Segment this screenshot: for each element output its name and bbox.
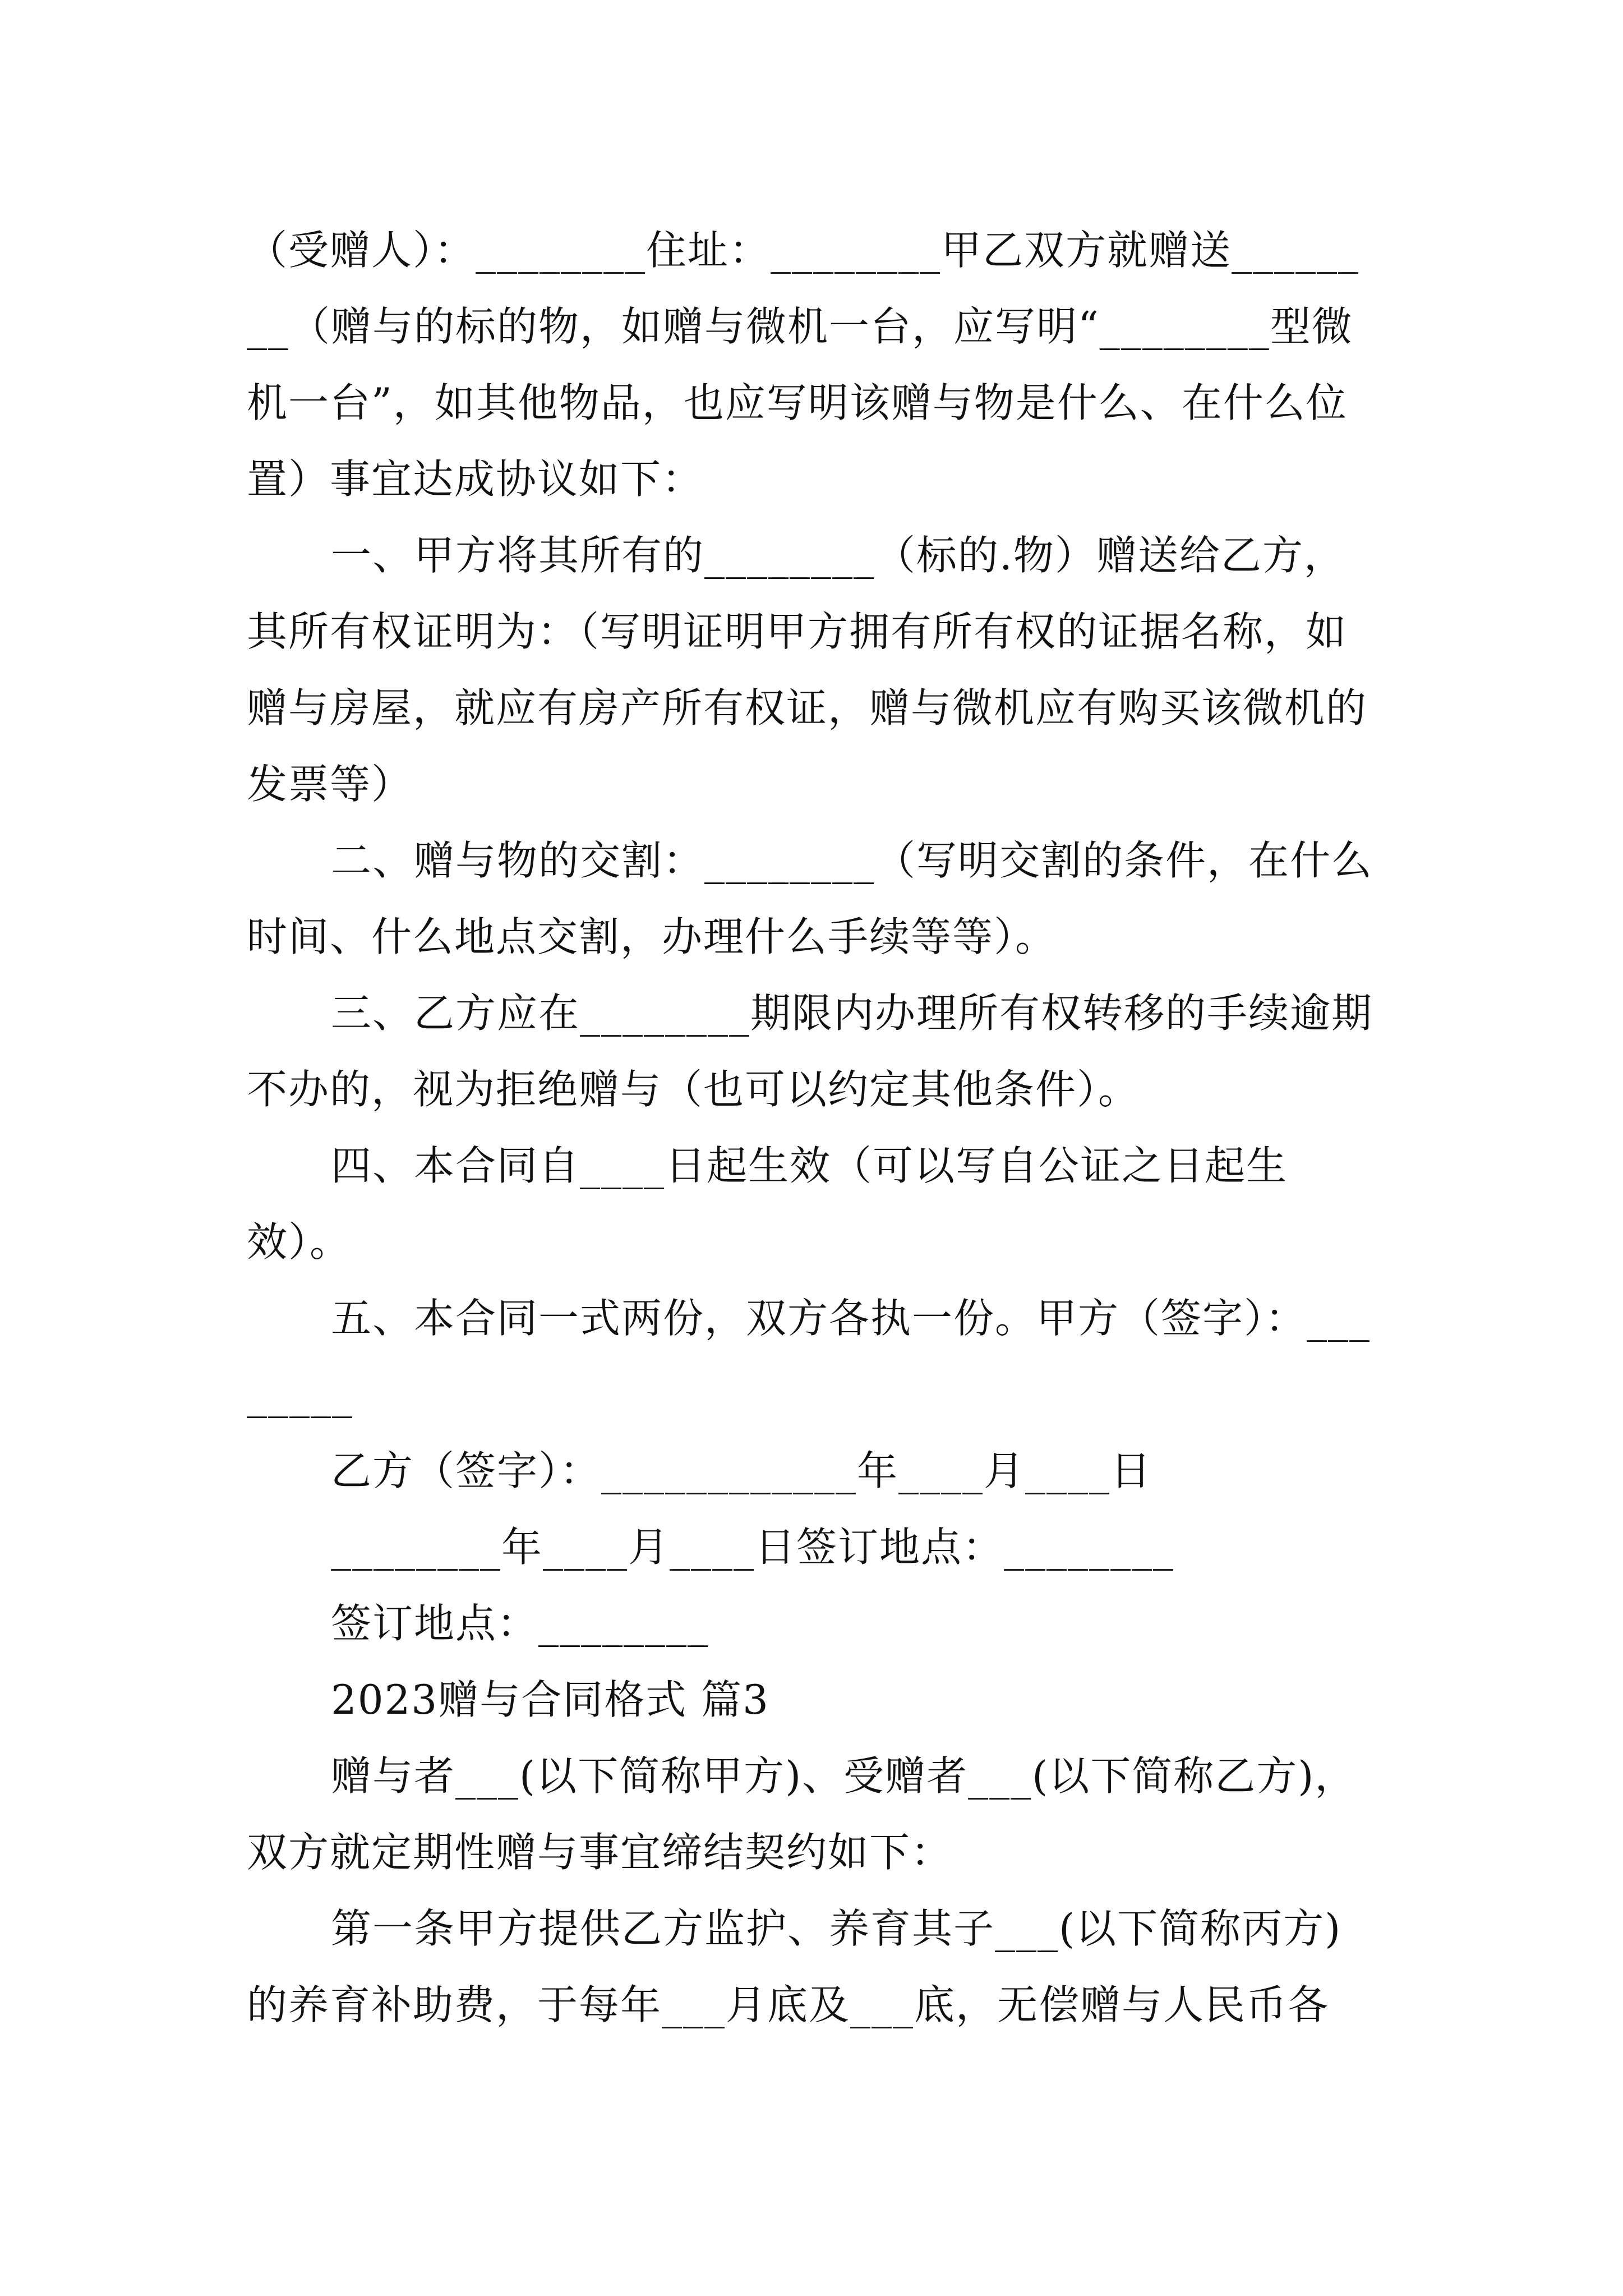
paragraph-clause-1: 一、甲方将其所有的________（标的.物）赠送给乙方，其所有权证明为：（写明证明甲方拥有所有权的证据名称，如赠与房屋，就应有房产所有权证，赠与微机应有购买该微机的发票等） xyxy=(247,532,1368,808)
paragraph-gift-parties: 赠与者___(以下简称甲方)、受赠者___(以下简称乙方)，双方就定期性赠与事宜缔结契约如下： xyxy=(247,1752,1357,1876)
paragraph-clause-4: 四、本合同自____日起生效（可以写自公证之日起生效）。 xyxy=(247,1142,1288,1266)
signing-date-place: ________年____月____日签订地点：________ xyxy=(331,1524,1175,1571)
paragraph-clause-3: 三、乙方应在________期限内办理所有权转移的手续逾期不办的，视为拒绝赠与（也可以约定其他条件）。 xyxy=(247,990,1373,1113)
paragraph-article-1: 第一条甲方提供乙方监护、养育其子___(以下简称丙方)的养育补助费，于每年___月底及___底，无偿赠与人民币各 xyxy=(247,1905,1342,2028)
paragraph-clause-5: 五、本合同一式两份，双方各执一份。甲方（签字）：________ xyxy=(247,1295,1371,1418)
paragraph-clause-2: 二、赠与物的交割：________（写明交割的条件，在什么时间、什么地点交割，办理什么手续等等）。 xyxy=(247,837,1373,960)
section-heading: 2023赠与合同格式 篇3 xyxy=(331,1676,769,1723)
paragraph-recipient-address: （受赠人）：________住址：________甲乙双方就赠送________（赠与的标的物，如赠与微机一台，应写明“________型微机一台”，如其他物品，也应写明该赠与物是什么、在什么位置）事宜达成协议如下： xyxy=(247,227,1360,503)
signing-place: 签订地点：________ xyxy=(331,1600,709,1647)
signature-party-b: 乙方（签字）：____________年____月____日 xyxy=(331,1447,1152,1494)
